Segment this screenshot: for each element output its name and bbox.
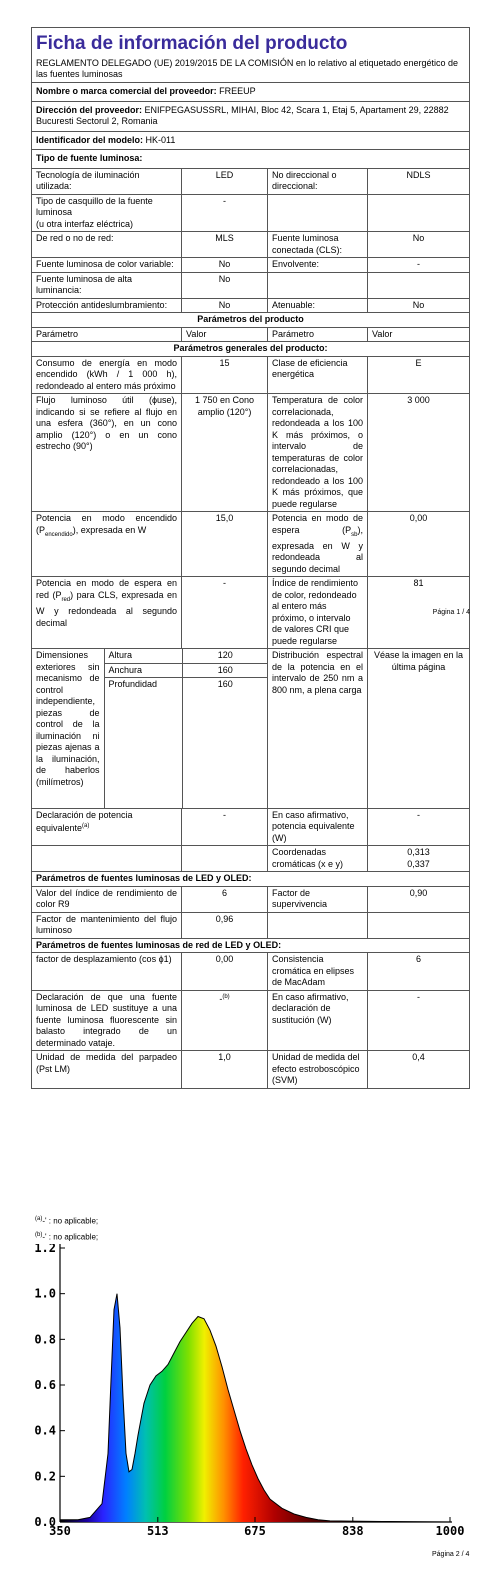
table-label: De red o no de red: — [32, 232, 182, 258]
spectral-distribution-chart — [0, 1244, 500, 1544]
table-value: NDLS — [368, 168, 470, 194]
led-mains-heading: Parámetros de fuentes luminosas de red de LED y OLED: — [32, 938, 470, 953]
source-type-row — [32, 258, 470, 273]
table-label: Envolvente: — [268, 258, 368, 273]
supplier-address-cell — [32, 101, 470, 131]
width-label: Anchura — [104, 663, 182, 678]
x-tick-label: 1000 — [435, 1524, 465, 1538]
model-identifier-row — [32, 131, 470, 150]
param-row — [32, 808, 470, 846]
param-row — [32, 990, 470, 1051]
empty-cell — [182, 846, 268, 872]
empty-cell — [268, 194, 368, 232]
empty-cell — [268, 912, 368, 938]
table-value: LED — [182, 168, 268, 194]
header-cell — [32, 28, 470, 83]
table-label: Clase de eficiencia energética — [268, 356, 368, 394]
table-label: Flujo luminoso útil (ϕuse), indicando si se refiere al flujo en una esfera (360°), en un cono amplio (120°) o en un cono estrecho (90°) — [32, 394, 182, 512]
table-value — [368, 846, 470, 872]
supplier-name-label: Nombre o marca comercial del proveedor: — [36, 86, 217, 96]
source-type-row — [32, 194, 470, 232]
y-tick-label: 0.0 — [34, 1515, 56, 1529]
table-label: En caso afirmativo, potencia equivalente (W) — [268, 808, 368, 846]
source-type-heading-row — [32, 150, 470, 169]
height-label: Altura — [104, 649, 182, 663]
header-row — [32, 28, 470, 83]
led-heading: Parámetros de fuentes luminosas de LED y OLED: — [32, 872, 470, 887]
table-label: Factor de supervivencia — [268, 886, 368, 912]
source-type-row — [32, 232, 470, 258]
y-tick-label: 0.4 — [34, 1423, 56, 1438]
product-sheet-table — [31, 27, 470, 1089]
empty-cell — [368, 912, 470, 938]
table-label: Atenuable: — [268, 298, 368, 313]
y-tick-label: 1.0 — [34, 1286, 56, 1301]
table-value: 1 750 en Cono amplio (120°) — [182, 394, 268, 512]
supplier-address-label: Dirección del proveedor: — [36, 104, 143, 115]
depth-label: Profundidad — [104, 678, 182, 808]
table-value: -$^{(b)}$ — [182, 990, 268, 1051]
column-header-param: Parámetro — [32, 327, 182, 342]
params-column-header-row — [32, 327, 470, 342]
param-row — [32, 912, 470, 938]
column-header-value: Valor — [182, 327, 268, 342]
table-label: Distribución espectral de la potencia en el intervalo de 250 nm a 800 nm, a plena carga — [268, 649, 368, 809]
model-identifier-cell — [32, 131, 470, 150]
table-value: 1,0 — [182, 1051, 268, 1089]
table-value: - — [182, 577, 268, 649]
table-label: Potencia en modo de espera $(P_{sb})$, expresada en W y redondeada al segundo decimal — [268, 512, 368, 577]
source-type-row — [32, 168, 470, 194]
chromaticity-y: 0,337 — [407, 858, 430, 869]
dimensions-cell — [32, 649, 268, 809]
params-heading: Parámetros del producto — [32, 313, 470, 328]
table-label: Coordenadas cromáticas (x e y) — [268, 846, 368, 872]
chart-plot-area — [60, 1244, 452, 1522]
table-value: - — [368, 990, 470, 1051]
source-type-row — [32, 298, 470, 313]
table-value: 0,90 — [368, 886, 470, 912]
y-tick-label: 0.2 — [34, 1469, 56, 1484]
model-identifier-value: HK-011 — [145, 134, 176, 145]
empty-cell — [368, 194, 470, 232]
table-label: Valor del índice de rendimiento de color R9 — [32, 886, 182, 912]
x-tick-label: 675 — [244, 1524, 266, 1538]
table-value: No — [182, 298, 268, 313]
empty-cell — [368, 272, 470, 298]
param-row — [32, 886, 470, 912]
dimensions-label: Dimensiones exteriores sin mecanismo de control independiente, piezas de control de la iluminación ni piezas ajenas a la iluminación, de haberlos (milímetros) — [32, 649, 104, 808]
page-number-2: Página 2 / 4 — [432, 1551, 470, 1558]
table-value: - — [368, 258, 470, 273]
table-value: 15 — [182, 356, 268, 394]
table-label: Fuente luminosa conectada (CLS): — [268, 232, 368, 258]
table-value — [368, 577, 470, 649]
table-label: Protección antideslumbramiento: — [32, 298, 182, 313]
table-value: 6 — [182, 886, 268, 912]
footnote-a: $^{(a)}$-' : no aplicable; — [35, 1216, 99, 1226]
dimensions-subtable — [32, 649, 268, 808]
x-tick-label: 513 — [146, 1524, 169, 1538]
table-label — [32, 194, 182, 232]
params-heading-row — [32, 313, 470, 328]
table-label: No direccional o direccional: — [268, 168, 368, 194]
led-mains-heading-row — [32, 938, 470, 953]
table-value: 0,96 — [182, 912, 268, 938]
table-value: No — [368, 232, 470, 258]
table-value: 0,00 — [182, 953, 268, 991]
table-value: No — [182, 258, 268, 273]
cap-type-label: Tipo de casquillo de la fuente luminosa — [36, 195, 153, 217]
y-tick-label: 0.6 — [34, 1378, 56, 1392]
supplier-address-row — [32, 101, 470, 131]
general-params-heading: Parámetros generales del producto: — [32, 342, 470, 357]
height-value: 120 — [182, 649, 268, 663]
table-label: factor de desplazamiento (cos ϕ1) — [32, 953, 182, 991]
chromaticity-x: 0,313 — [407, 847, 430, 858]
empty-cell — [268, 272, 368, 298]
table-label: Potencia en modo de espera en red $(P_{red})$ para CLS, expresada en W y redondeada al segundo decimal — [32, 577, 182, 649]
param-row — [32, 953, 470, 991]
dimensions-row — [32, 649, 470, 809]
width-value: 160 — [182, 663, 268, 678]
supplier-name-cell — [32, 83, 470, 102]
table-value: No — [182, 272, 268, 298]
table-label: Unidad de medida del efecto estroboscópico (SVM) — [268, 1051, 368, 1089]
table-value: E — [368, 356, 470, 394]
table-value: 6 — [368, 953, 470, 991]
table-label: Fuente luminosa de color variable: — [32, 258, 182, 273]
spectrum-area — [60, 1294, 450, 1522]
y-tick-label: 1.2 — [34, 1244, 56, 1255]
footnote-b: $^{(b)}$-' : no aplicable; — [35, 1232, 99, 1242]
table-value: MLS — [182, 232, 268, 258]
table-label: Tecnología de iluminación utilizada: — [32, 168, 182, 194]
column-header-value: Valor — [368, 327, 470, 342]
source-type-heading: Tipo de fuente luminosa: — [32, 150, 470, 169]
param-row — [32, 394, 470, 512]
table-value: 3 000 — [368, 394, 470, 512]
cap-type-label-note: (u otra interfaz eléctrica) — [36, 218, 134, 229]
table-value: No — [368, 298, 470, 313]
table-label: Unidad de medida del parpadeo (Pst LM) — [32, 1051, 182, 1089]
column-header-param: Parámetro — [268, 327, 368, 342]
cri-value: 81 — [413, 578, 424, 589]
table-value: - — [368, 808, 470, 846]
table-value: - — [182, 194, 268, 232]
model-identifier-label: Identificador del modelo: — [36, 134, 144, 145]
param-row — [32, 846, 470, 872]
regulation-subtitle: REGLAMENTO DELEGADO (UE) 2019/2015 DE LA COMISIÓN en lo relativo al etiquetado energético de las fuentes luminosas — [36, 58, 459, 79]
param-row — [32, 512, 470, 577]
table-label: En caso afirmativo, declaración de sustitución (W) — [268, 990, 368, 1051]
table-value: 15,0 — [182, 512, 268, 577]
supplier-address-value: ENIFPEGASUSSRL, MIHAI, Bloc 42, Scara 1, Etaj 5, Apartament 29, 22882 Bucuresti Sectorul 2, Romania — [36, 104, 449, 126]
table-label: Declaración de que una fuente luminosa de LED sustituye a una fuente luminosa fluorescente sin balasto integrado de un determinado vataje. — [32, 990, 182, 1051]
table-value: 0,4 — [368, 1051, 470, 1089]
depth-value: 160 — [217, 679, 233, 690]
table-value: - — [182, 808, 268, 846]
supplier-name-row — [32, 83, 470, 102]
led-heading-row — [32, 872, 470, 887]
supplier-name-value: FREEUP — [219, 86, 256, 96]
param-row — [32, 1051, 470, 1089]
table-label: Consistencia cromática en elipses de MacAdam — [268, 953, 368, 991]
param-row — [32, 577, 470, 649]
page-number-1: Página 1 / 4 — [432, 609, 471, 617]
table-label: Índice de rendimiento de color, redondeado al entero más próximo, o intervalo de valores CRI que puede regularse — [268, 577, 368, 649]
table-label: Potencia en modo encendido $(P_{encendido})$, expresada en W — [32, 512, 182, 577]
general-params-heading-row — [32, 342, 470, 357]
x-tick-label: 838 — [341, 1524, 364, 1538]
page-title: Ficha de información del producto — [36, 33, 348, 54]
table-label: Fuente luminosa de alta luminancia: — [32, 272, 182, 298]
table-label: Declaración de potencia equivalente$^{(a)}$ — [32, 808, 182, 846]
product-information-sheet — [31, 27, 469, 1089]
table-value: Véase la imagen en la última página — [368, 649, 470, 809]
table-label: Consumo de energía en modo encendido (kWh / 1 000 h), redondeado al entero más próximo — [32, 356, 182, 394]
empty-cell — [32, 846, 182, 872]
x-tick-label: 350 — [49, 1524, 71, 1538]
table-label: Temperatura de color correlacionada, redondeada a los 100 K más próximos, o intervalo de temperaturas de color correlacionadas, redondeado a los 100 K más próximos, que puede regularse — [268, 394, 368, 512]
param-row — [32, 356, 470, 394]
y-tick-label: 0.8 — [34, 1332, 56, 1347]
table-label: Factor de mantenimiento del flujo luminoso — [32, 912, 182, 938]
table-value: 0,00 — [368, 512, 470, 577]
source-type-row — [32, 272, 470, 298]
